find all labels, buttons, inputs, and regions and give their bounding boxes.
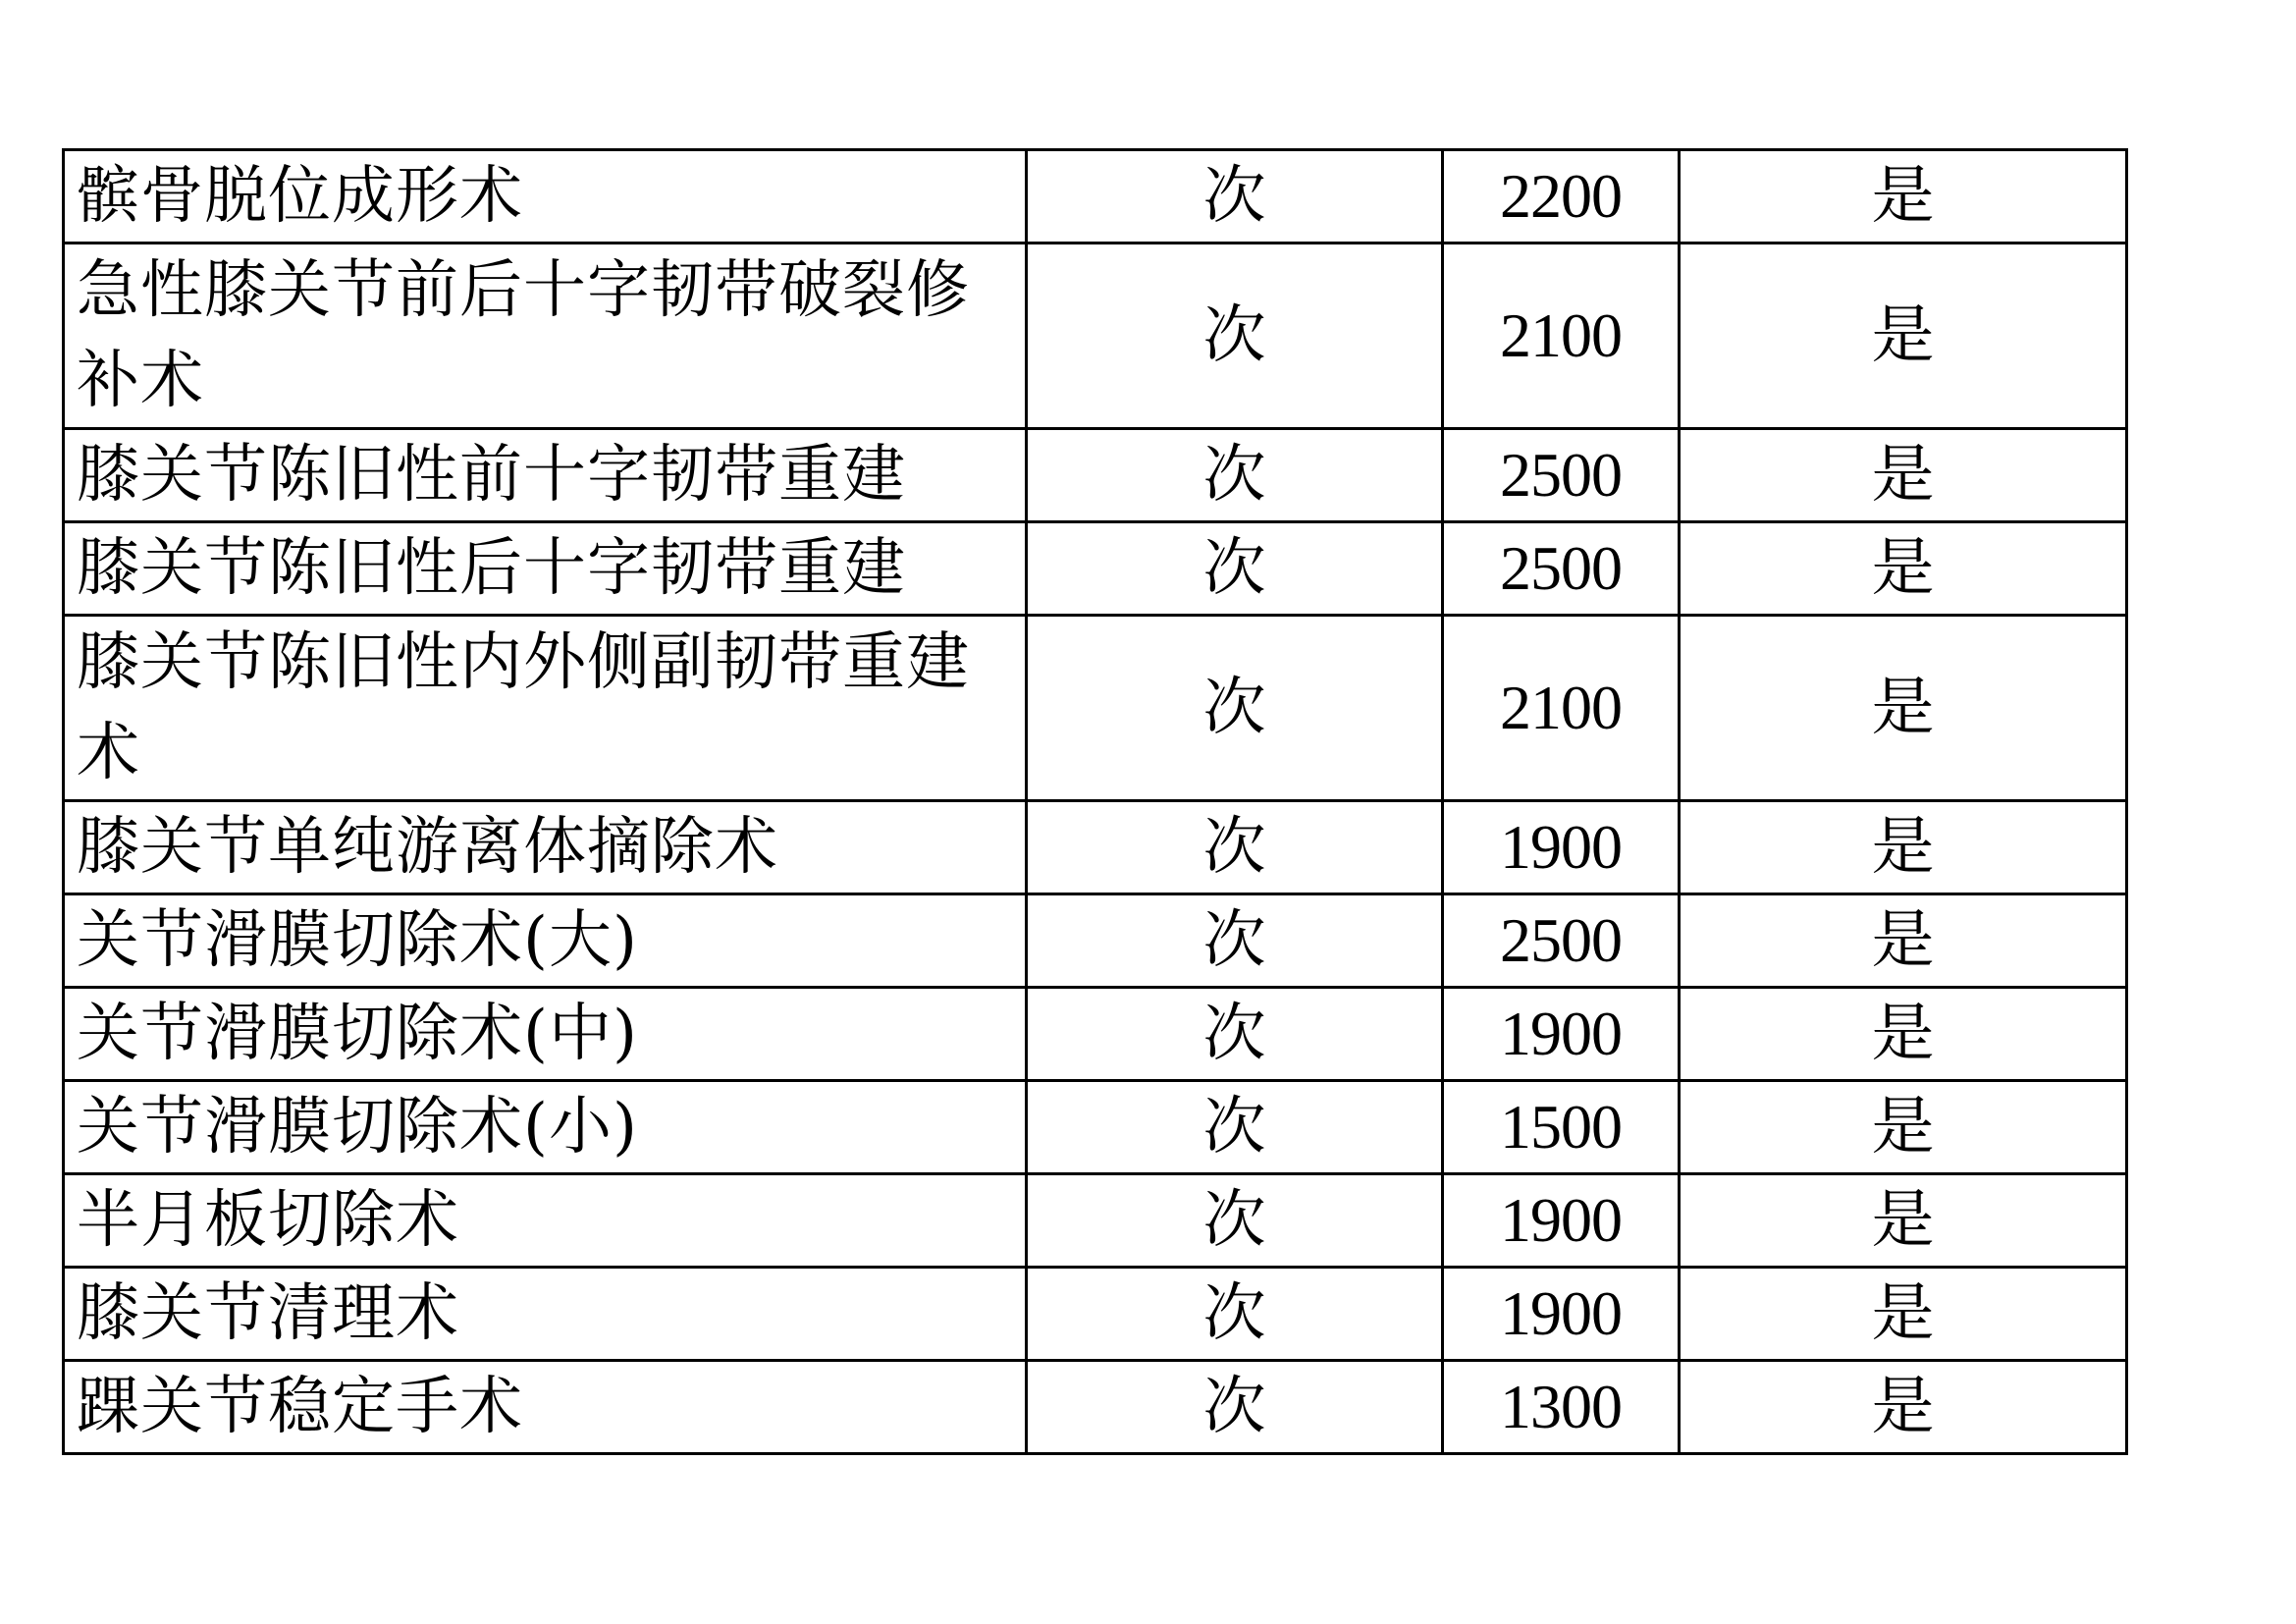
flag-cell: 是 [1680,244,2127,429]
unit-cell: 次 [1027,616,1443,801]
unit-cell: 次 [1027,801,1443,894]
flag-cell: 是 [1680,1081,2127,1174]
price-cell: 1900 [1443,801,1680,894]
procedure-name-cell: 膝关节陈旧性前十字韧带重建 [64,429,1027,522]
unit-cell: 次 [1027,1081,1443,1174]
unit-cell: 次 [1027,429,1443,522]
flag-cell: 是 [1680,988,2127,1081]
procedure-name-cell: 髌骨脱位成形术 [64,150,1027,244]
price-cell: 1900 [1443,1268,1680,1361]
unit-cell: 次 [1027,1361,1443,1454]
unit-cell: 次 [1027,522,1443,616]
procedure-name-cell: 半月板切除术 [64,1174,1027,1268]
procedure-name-cell: 踝关节稳定手术 [64,1361,1027,1454]
price-cell: 1300 [1443,1361,1680,1454]
flag-cell: 是 [1680,616,2127,801]
procedure-name-cell: 关节滑膜切除术(小) [64,1081,1027,1174]
price-cell: 2100 [1443,616,1680,801]
table-row [64,1361,2127,1454]
table-row [64,429,2127,522]
price-cell: 1500 [1443,1081,1680,1174]
procedure-name-cell: 膝关节陈旧性内外侧副韧带重建术 [64,616,1027,801]
price-cell: 2500 [1443,894,1680,988]
unit-cell: 次 [1027,1174,1443,1268]
table-row [64,1268,2127,1361]
flag-cell: 是 [1680,801,2127,894]
table-row [64,988,2127,1081]
unit-cell: 次 [1027,988,1443,1081]
fee-table-body [64,150,2127,1454]
table-row [64,522,2127,616]
procedure-name-cell: 膝关节单纯游离体摘除术 [64,801,1027,894]
price-cell: 1900 [1443,988,1680,1081]
price-cell: 2500 [1443,522,1680,616]
flag-cell: 是 [1680,522,2127,616]
table-row [64,244,2127,429]
table-row [64,1081,2127,1174]
procedure-name-cell: 关节滑膜切除术(大) [64,894,1027,988]
procedure-name-cell: 关节滑膜切除术(中) [64,988,1027,1081]
price-cell: 2500 [1443,429,1680,522]
procedure-name-cell: 急性膝关节前后十字韧带破裂修补术 [64,244,1027,429]
price-cell: 2200 [1443,150,1680,244]
table-row [64,801,2127,894]
flag-cell: 是 [1680,1174,2127,1268]
price-cell: 2100 [1443,244,1680,429]
unit-cell: 次 [1027,150,1443,244]
unit-cell: 次 [1027,244,1443,429]
procedure-name-cell: 膝关节清理术 [64,1268,1027,1361]
fee-table [62,148,2128,1455]
table-row [64,1174,2127,1268]
procedure-name-cell: 膝关节陈旧性后十字韧带重建 [64,522,1027,616]
flag-cell: 是 [1680,150,2127,244]
flag-cell: 是 [1680,894,2127,988]
flag-cell: 是 [1680,1268,2127,1361]
table-row [64,616,2127,801]
table-row [64,150,2127,244]
flag-cell: 是 [1680,1361,2127,1454]
table-row [64,894,2127,988]
flag-cell: 是 [1680,429,2127,522]
price-cell: 1900 [1443,1174,1680,1268]
unit-cell: 次 [1027,1268,1443,1361]
unit-cell: 次 [1027,894,1443,988]
